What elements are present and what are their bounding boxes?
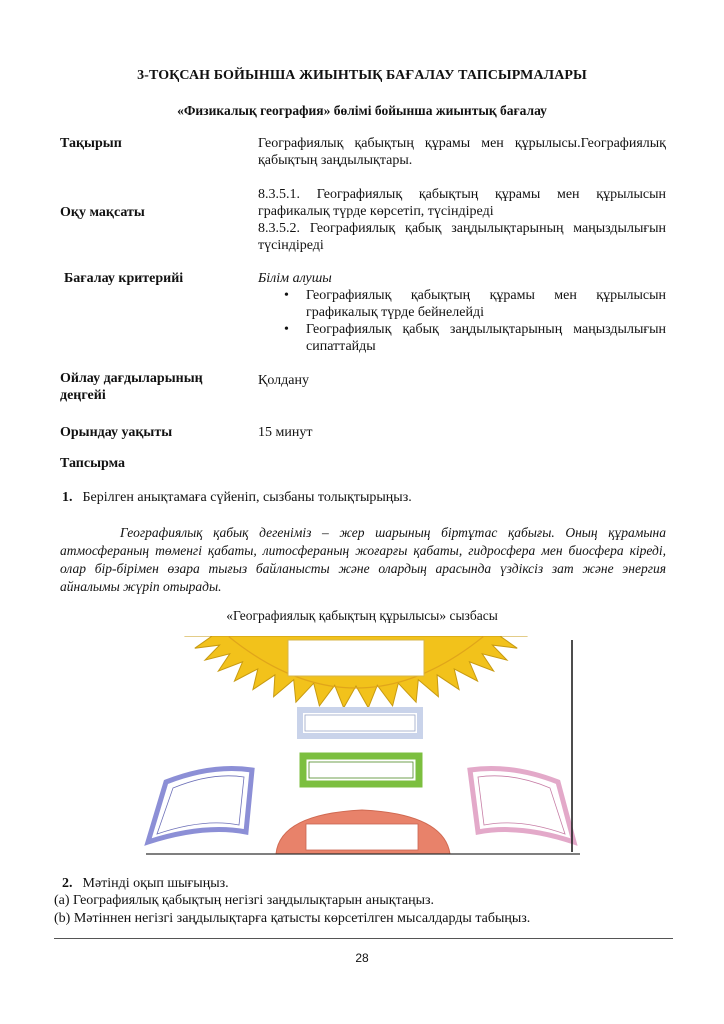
time-value: 15 минут: [258, 425, 313, 440]
question-1: [62, 490, 412, 506]
thinking-label-line-1: Ойлау дағдыларының: [60, 371, 203, 386]
right-curved-frame: [470, 769, 574, 843]
definition-paragraph: Географиялық қабық дегеніміз – жер шарының біртұтас қабығы. Оның құрамына атмосфераның төменгі қабаты, литосфераның жоғарғы қабаты, гидросфера мен биосфера кіреді, олар бір-бірімен өзара тығыз байланысты және олардың арасында үздіксіз зат және энергия айналымы жүріп отырады.: [60, 525, 666, 594]
thinking-value: Қолдану: [258, 373, 309, 388]
question-2-number: 2.: [62, 876, 73, 891]
bullet-icon: •: [284, 322, 289, 337]
question-1-text: Берілген анықтамаға сүйеніп, сызбаны толықтырыңыз.: [82, 490, 412, 505]
atmosphere-answer-box[interactable]: [288, 640, 424, 676]
thinking-label: [60, 370, 203, 404]
task-heading: Тапсырма: [60, 456, 126, 471]
question-2: [62, 876, 229, 892]
criteria-list: [258, 287, 666, 355]
biosphere-frame: [303, 756, 419, 784]
definition-text: [60, 524, 666, 596]
criteria-intro: Білім алушы: [258, 271, 332, 286]
question-2-part-a: (a) Географиялық қабықтың негізгі заңдылықтарын анықтаңыз.: [54, 893, 435, 908]
thinking-label-line-2: деңгейі: [60, 388, 106, 403]
topic-label: Тақырып: [60, 136, 122, 151]
question-2-text: Мәтінді оқып шығыңыз.: [82, 876, 229, 891]
criteria-value: [258, 270, 666, 355]
goal-line-2: 8.3.5.2. Географиялық қабық заңдылықтарының маңыздылығын түсіндіреді: [258, 221, 666, 253]
criteria-item-text: Географиялық қабықтың құрамы мен құрылысын графикалық түрде бейнелейді: [306, 288, 666, 320]
diagram-caption: «Географиялық қабықтың құрылысы» сызбасы: [226, 608, 498, 623]
time-label: Орындау уақыты: [60, 425, 173, 440]
page-number: 28: [355, 951, 369, 965]
hydrosphere-frame: [300, 710, 420, 736]
geographic-envelope-diagram: [140, 636, 580, 860]
lithosphere-shape: [276, 810, 450, 854]
criteria-item-text: Географиялық қабық заңдылықтарының маңыздылығын сипаттайды: [306, 322, 666, 354]
topic-value: Географиялық қабықтың құрамы мен құрылысы.Географиялық қабықтың заңдылықтары.: [258, 136, 666, 168]
page-title: 3-ТОҚСАН БОЙЫНША ЖИЫНТЫҚ БАҒАЛАУ ТАПСЫРМАЛАРЫ: [137, 68, 587, 83]
criteria-item: [258, 321, 666, 355]
lithosphere-answer-box[interactable]: [306, 824, 418, 850]
goals-value: [258, 186, 666, 254]
hydrosphere-answer-box[interactable]: [305, 715, 415, 731]
page-subtitle: «Физикалық география» бөлімі бойынша жиынтық бағалау: [177, 103, 547, 118]
left-curved-frame: [148, 769, 252, 843]
question-2-part-b: (b) Мәтіннен негізгі заңдылықтарға қатысты көрсетілген мысалдарды табыңыз.: [54, 911, 531, 926]
footer-divider: [54, 938, 673, 939]
sun-shape: [184, 636, 527, 708]
goal-line-1: 8.3.5.1. Географиялық қабықтың құрамы мен құрылысын графикалық түрде көрсетіп, түсіндіреді: [258, 187, 666, 219]
bullet-icon: •: [284, 288, 289, 303]
criteria-label: Бағалау критерийі: [64, 271, 184, 286]
goals-label: Оқу мақсаты: [60, 205, 145, 220]
question-1-number: 1.: [62, 490, 73, 505]
criteria-item: [258, 287, 666, 321]
biosphere-answer-box[interactable]: [309, 762, 413, 778]
